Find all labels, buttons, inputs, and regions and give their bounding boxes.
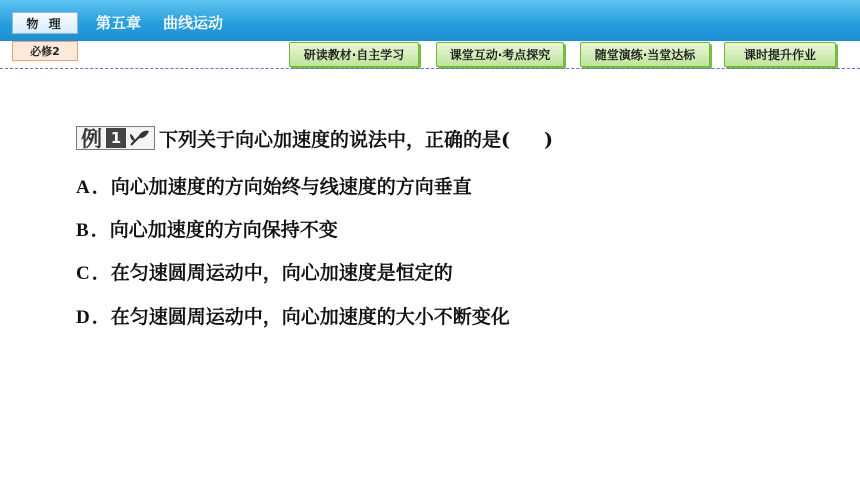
option-text: 向心加速度的方向始终与线速度的方向垂直 xyxy=(110,176,472,198)
example-number: 1 xyxy=(106,128,126,148)
nav-button-homework[interactable]: 课时提升作业 xyxy=(724,42,836,67)
option-d[interactable]: D ．在匀速圆周运动中，向心加速度的大小不断变化 xyxy=(76,306,510,328)
question-stem-text: 下列关于向心加速度的说法中，正确的是( xyxy=(159,128,510,151)
subject-tab: 物 理 xyxy=(12,12,78,34)
leaf-icon xyxy=(128,128,152,148)
option-b[interactable]: B ．向心加速度的方向保持不变 xyxy=(76,219,338,241)
option-letter: A xyxy=(76,177,90,198)
example-label: 例 xyxy=(81,127,102,151)
question-stem-close: ) xyxy=(544,128,553,151)
option-text: 向心加速度的方向保持不变 xyxy=(109,219,338,241)
header-divider xyxy=(0,68,860,69)
option-text: 在匀速圆周运动中，向心加速度的大小不断变化 xyxy=(110,306,510,328)
option-c[interactable]: C ．在匀速圆周运动中，向心加速度是恒定的 xyxy=(76,262,453,284)
option-letter: D xyxy=(76,307,90,328)
option-letter: C xyxy=(76,263,90,284)
option-text: 在匀速圆周运动中，向心加速度是恒定的 xyxy=(110,262,453,284)
nav-button-class-interaction[interactable]: 课堂互动·考点探究 xyxy=(436,42,564,67)
example-badge xyxy=(76,126,155,150)
chapter-heading xyxy=(96,12,223,33)
question-stem-row xyxy=(76,124,553,152)
book-tab: 必修2 xyxy=(12,41,78,61)
option-letter: B xyxy=(76,220,89,241)
chapter-number: 第五章 xyxy=(96,14,142,32)
nav-button-class-practice[interactable]: 随堂演练·当堂达标 xyxy=(580,42,710,67)
question-stem xyxy=(159,125,553,152)
nav-button-textbook-study[interactable]: 研读教材·自主学习 xyxy=(289,42,419,67)
chapter-title: 曲线运动 xyxy=(163,14,224,32)
option-a[interactable]: A ．向心加速度的方向始终与线速度的方向垂直 xyxy=(76,176,472,198)
